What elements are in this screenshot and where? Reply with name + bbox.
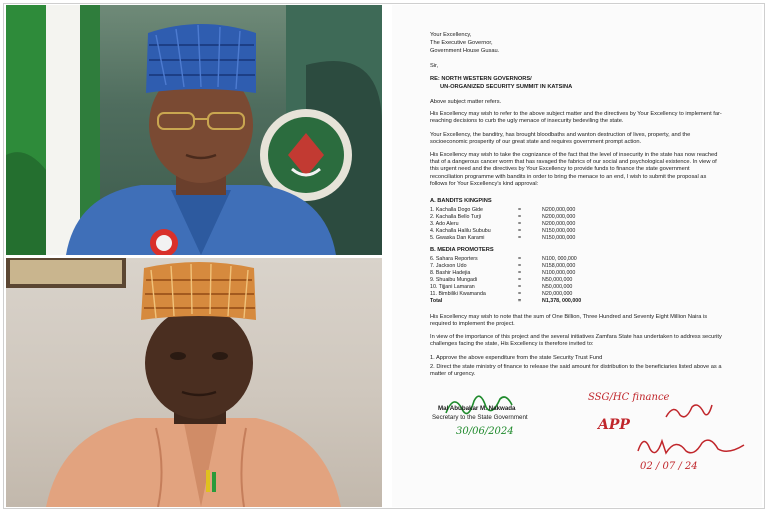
- row-name: 4. Kachalla Halilu Sububu: [430, 228, 491, 234]
- salutation: Your Excellency,: [430, 32, 472, 38]
- red-signature-scribble: [636, 433, 746, 459]
- row-name: 1. Kachalla Dogo Gide: [430, 207, 484, 213]
- row-amount: N200,000,000: [542, 221, 576, 227]
- row-equals: =: [518, 228, 522, 234]
- sir-greeting: Sir,: [430, 63, 439, 69]
- signatory-title: Secretary to the State Government: [432, 414, 528, 421]
- address-line-2: Government House Gusau.: [430, 48, 500, 54]
- row-name: 6. Sahara Reporters: [430, 256, 478, 262]
- signature-date: 30/06/2024: [456, 426, 514, 437]
- row-amount: N100,000,000: [542, 270, 576, 276]
- bottom-photo: [6, 258, 382, 507]
- section-a-heading: A. BANDITS KINGPINS: [430, 198, 492, 204]
- row-name: 10. Tijjani Lamaran: [430, 284, 475, 290]
- request-item-2: 2. Direct the state ministry of finance to release the said amount for distribution to the beneficiaries listed above as a matter of urgency.: [430, 364, 722, 378]
- handwritten-minute-1: SSG/HC finance: [588, 392, 670, 403]
- paragraph-5: In view of the importance of this project and the several initiatives Zamfara State has undertaken to address security challenges facing the state, His Excellency is therefore invited to:: [430, 334, 722, 348]
- letter-document: [392, 5, 762, 507]
- row-equals: =: [518, 214, 522, 220]
- subject-line-1: RE: NORTH WESTERN GOVERNORS/: [430, 76, 532, 82]
- paragraph-3: His Excellency may wish to take the cognizance of the fact that the level of insecurity in the state has now reached that of a dangerous cancer worm that has ravaged the fabrics of our social and psychological existence. In view of this urgent need and the directives by Your Excellency to provide funds to finance the state government reconciliation programme with bandits in order to bring the menace to an end, I wish to submit the proposal as follows for Your Excellency's kind approval:: [430, 152, 718, 187]
- row-equals: =: [518, 207, 522, 213]
- top-photo: [6, 5, 382, 255]
- row-amount: N150,000,000: [542, 235, 576, 241]
- row-amount: N200,000,000: [542, 207, 576, 213]
- row-name: 7. Jackson Udo: [430, 263, 467, 269]
- total-equals: =: [518, 298, 522, 304]
- signatory-name: Mal Abubakar M. Nakwada: [438, 405, 516, 412]
- total-amount: N1,378, 000,000: [542, 298, 582, 304]
- row-name: 11. Bimbiliki Kwamanda: [430, 291, 486, 297]
- row-equals: =: [518, 235, 522, 241]
- paragraph-2: Your Excellency, the banditry, has brought bloodbaths and wanton destruction of lives, property, and the socioeconomic prosperity of our great state and requires government prompt action.: [430, 132, 691, 146]
- handwritten-minute-2: APP: [598, 417, 630, 433]
- row-name: 3. Ado Aleru: [430, 221, 459, 227]
- row-amount: N100, 000,000: [542, 256, 577, 262]
- row-equals: =: [518, 270, 522, 276]
- row-amount: N200,000,000: [542, 214, 576, 220]
- row-name: 2. Kachalla Bello Turji: [430, 214, 481, 220]
- paragraph-4: His Excellency may wish to note that the sum of One Billion, Three Hundred and Seventy Eight Million Naira is required to implement the project.: [430, 314, 708, 328]
- row-name: 5. Gwaska Dan Karami: [430, 235, 485, 241]
- row-equals: =: [518, 277, 522, 283]
- address-line-1: The Executive Governor,: [430, 40, 493, 46]
- row-equals: =: [518, 256, 522, 262]
- handwritten-minute-date: 02 / 07 / 24: [640, 461, 698, 472]
- reference-line: Above subject matter refers.: [430, 99, 502, 105]
- row-amount: N150,000,000: [542, 228, 576, 234]
- total-label: Total: [430, 298, 443, 304]
- paragraph-1: His Excellency may wish to refer to the above subject matter and the directives by Your Excellency to implement far-reaching decisions to curb the ugly menace of insecurity bedeviling the state.: [430, 111, 722, 125]
- row-equals: =: [518, 284, 522, 290]
- row-equals: =: [518, 291, 522, 297]
- row-amount: N20,000,000: [542, 291, 573, 297]
- bottom-photo-illustration: [6, 258, 382, 507]
- row-amount: N158,000,000: [542, 263, 576, 269]
- section-b-heading: B. MEDIA PROMOTERS: [430, 247, 494, 253]
- request-item-1: 1. Approve the above expenditure from the state Security Trust Fund: [430, 355, 603, 361]
- red-approval-scribble: [664, 401, 714, 423]
- row-name: 9. Shuaibu Mungadi: [430, 277, 478, 283]
- top-photo-illustration: [6, 5, 382, 255]
- row-amount: N50,000,000: [542, 277, 573, 283]
- row-equals: =: [518, 221, 522, 227]
- subject-line-2: UN-ORGANIZED SECURITY SUMMIT IN KATSINA: [440, 84, 573, 90]
- row-equals: =: [518, 263, 522, 269]
- row-amount: N50,000,000: [542, 284, 573, 290]
- row-name: 8. Bashir Hadejia: [430, 270, 471, 276]
